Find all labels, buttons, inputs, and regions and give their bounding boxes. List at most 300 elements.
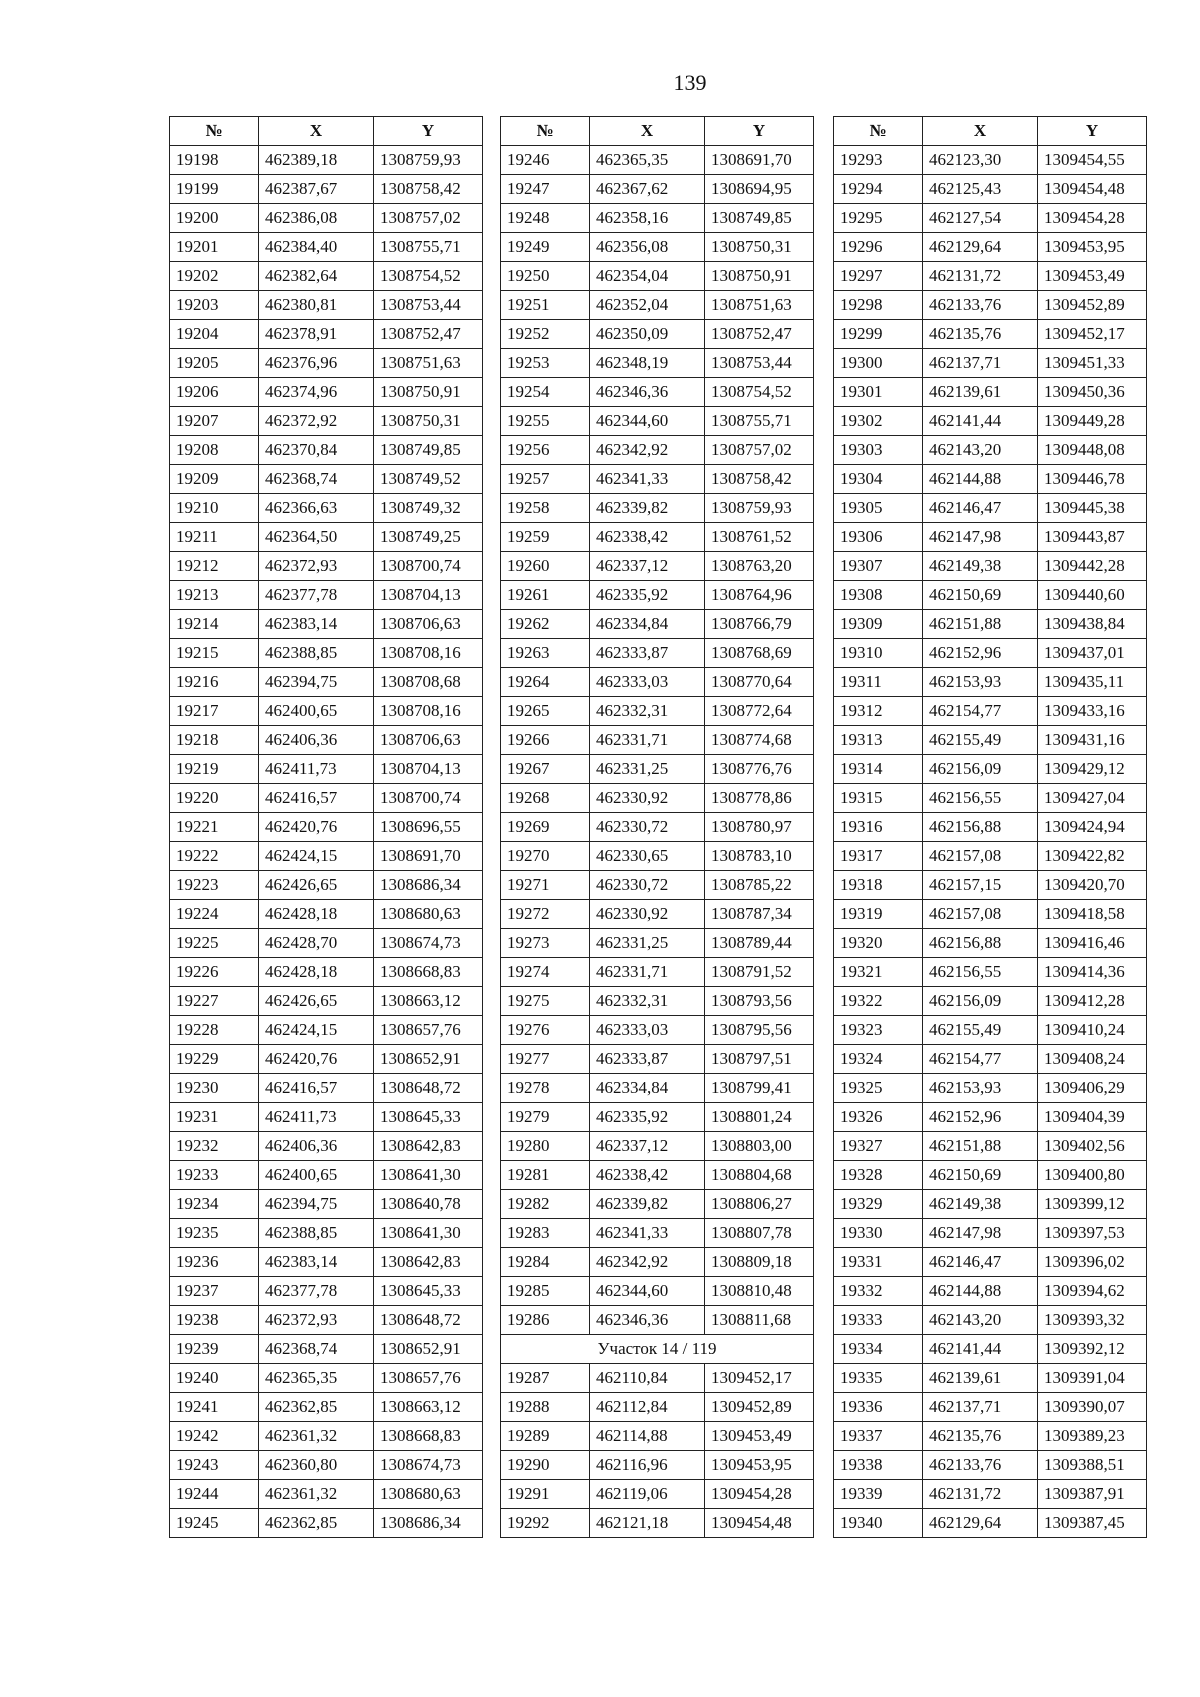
point-number-cell: 19248 xyxy=(501,204,590,233)
y-coordinate-cell: 1308640,78 xyxy=(374,1190,483,1219)
x-coordinate-cell: 462426,65 xyxy=(259,871,374,900)
x-coordinate-cell: 462154,77 xyxy=(923,1045,1038,1074)
table-row xyxy=(501,320,814,349)
table-row xyxy=(170,1045,483,1074)
point-number-cell: 19284 xyxy=(501,1248,590,1277)
point-number-cell: 19202 xyxy=(170,262,259,291)
table-row xyxy=(834,233,1147,262)
table-row xyxy=(170,1422,483,1451)
table-body xyxy=(501,146,814,1538)
x-coordinate-cell: 462358,16 xyxy=(590,204,705,233)
y-coordinate-cell: 1308791,52 xyxy=(705,958,814,987)
x-coordinate-cell: 462411,73 xyxy=(259,755,374,784)
y-coordinate-cell: 1308758,42 xyxy=(705,465,814,494)
y-coordinate-cell: 1309412,28 xyxy=(1038,987,1147,1016)
point-number-cell: 19237 xyxy=(170,1277,259,1306)
table-row xyxy=(170,1277,483,1306)
y-coordinate-cell: 1308645,33 xyxy=(374,1103,483,1132)
table-row xyxy=(170,726,483,755)
table-row xyxy=(501,407,814,436)
coordinates-table-2 xyxy=(500,116,814,1538)
y-coordinate-cell: 1308787,34 xyxy=(705,900,814,929)
y-coordinate-cell: 1308754,52 xyxy=(374,262,483,291)
point-number-cell: 19323 xyxy=(834,1016,923,1045)
point-number-cell: 19236 xyxy=(170,1248,259,1277)
x-coordinate-cell: 462339,82 xyxy=(590,494,705,523)
y-coordinate-cell: 1308785,22 xyxy=(705,871,814,900)
table-row xyxy=(170,146,483,175)
point-number-cell: 19290 xyxy=(501,1451,590,1480)
table-row xyxy=(501,552,814,581)
y-coordinate-cell: 1308770,64 xyxy=(705,668,814,697)
table-row xyxy=(170,668,483,697)
table-row xyxy=(834,378,1147,407)
y-coordinate-cell: 1309418,58 xyxy=(1038,900,1147,929)
point-number-cell: 19285 xyxy=(501,1277,590,1306)
y-coordinate-cell: 1308750,91 xyxy=(705,262,814,291)
table-row xyxy=(501,1422,814,1451)
y-coordinate-cell: 1308706,63 xyxy=(374,726,483,755)
y-coordinate-cell: 1309414,36 xyxy=(1038,958,1147,987)
x-coordinate-cell: 462394,75 xyxy=(259,1190,374,1219)
table-row xyxy=(170,1103,483,1132)
y-coordinate-cell: 1309433,16 xyxy=(1038,697,1147,726)
x-coordinate-cell: 462153,93 xyxy=(923,668,1038,697)
x-coordinate-cell: 462356,08 xyxy=(590,233,705,262)
y-coordinate-cell: 1308804,68 xyxy=(705,1161,814,1190)
table-row xyxy=(834,813,1147,842)
y-coordinate-cell: 1309391,04 xyxy=(1038,1364,1147,1393)
point-number-cell: 19267 xyxy=(501,755,590,784)
point-number-cell: 19325 xyxy=(834,1074,923,1103)
point-number-cell: 19333 xyxy=(834,1306,923,1335)
point-number-cell: 19312 xyxy=(834,697,923,726)
table-row xyxy=(501,1306,814,1335)
table-row xyxy=(501,958,814,987)
table-row xyxy=(834,1335,1147,1364)
table-row xyxy=(170,1509,483,1538)
column-header-x: X xyxy=(923,117,1038,146)
x-coordinate-cell: 462139,61 xyxy=(923,1364,1038,1393)
y-coordinate-cell: 1309410,24 xyxy=(1038,1016,1147,1045)
table-row xyxy=(170,639,483,668)
y-coordinate-cell: 1309453,95 xyxy=(705,1451,814,1480)
y-coordinate-cell: 1309396,02 xyxy=(1038,1248,1147,1277)
x-coordinate-cell: 462146,47 xyxy=(923,1248,1038,1277)
table-row xyxy=(834,697,1147,726)
x-coordinate-cell: 462112,84 xyxy=(590,1393,705,1422)
point-number-cell: 19254 xyxy=(501,378,590,407)
table-row xyxy=(501,146,814,175)
table-row xyxy=(834,1451,1147,1480)
y-coordinate-cell: 1308799,41 xyxy=(705,1074,814,1103)
page-number: 139 xyxy=(673,70,707,95)
point-number-cell: 19221 xyxy=(170,813,259,842)
x-coordinate-cell: 462137,71 xyxy=(923,349,1038,378)
x-coordinate-cell: 462154,77 xyxy=(923,697,1038,726)
table-row xyxy=(834,1190,1147,1219)
table-row xyxy=(170,1306,483,1335)
y-coordinate-cell: 1308801,24 xyxy=(705,1103,814,1132)
x-coordinate-cell: 462350,09 xyxy=(590,320,705,349)
point-number-cell: 19273 xyxy=(501,929,590,958)
point-number-cell: 19250 xyxy=(501,262,590,291)
x-coordinate-cell: 462331,25 xyxy=(590,755,705,784)
y-coordinate-cell: 1308706,63 xyxy=(374,610,483,639)
y-coordinate-cell: 1308696,55 xyxy=(374,813,483,842)
y-coordinate-cell: 1308691,70 xyxy=(705,146,814,175)
point-number-cell: 19337 xyxy=(834,1422,923,1451)
table-row xyxy=(170,1161,483,1190)
point-number-cell: 19246 xyxy=(501,146,590,175)
y-coordinate-cell: 1308766,79 xyxy=(705,610,814,639)
table-row xyxy=(834,900,1147,929)
table-row xyxy=(170,1364,483,1393)
x-coordinate-cell: 462114,88 xyxy=(590,1422,705,1451)
point-number-cell: 19228 xyxy=(170,1016,259,1045)
x-coordinate-cell: 462420,76 xyxy=(259,813,374,842)
point-number-cell: 19271 xyxy=(501,871,590,900)
x-coordinate-cell: 462416,57 xyxy=(259,1074,374,1103)
table-row xyxy=(834,175,1147,204)
x-coordinate-cell: 462394,75 xyxy=(259,668,374,697)
table-row xyxy=(170,407,483,436)
x-coordinate-cell: 462156,88 xyxy=(923,929,1038,958)
table-row xyxy=(501,1016,814,1045)
y-coordinate-cell: 1308708,16 xyxy=(374,639,483,668)
y-coordinate-cell: 1308753,44 xyxy=(705,349,814,378)
y-coordinate-cell: 1309420,70 xyxy=(1038,871,1147,900)
point-number-cell: 19231 xyxy=(170,1103,259,1132)
x-coordinate-cell: 462152,96 xyxy=(923,1103,1038,1132)
x-coordinate-cell: 462135,76 xyxy=(923,1422,1038,1451)
section-row xyxy=(501,1335,814,1364)
point-number-cell: 19288 xyxy=(501,1393,590,1422)
x-coordinate-cell: 462424,15 xyxy=(259,1016,374,1045)
point-number-cell: 19304 xyxy=(834,465,923,494)
point-number-cell: 19339 xyxy=(834,1480,923,1509)
point-number-cell: 19295 xyxy=(834,204,923,233)
y-coordinate-cell: 1308680,63 xyxy=(374,900,483,929)
table-row xyxy=(501,813,814,842)
x-coordinate-cell: 462147,98 xyxy=(923,523,1038,552)
table-row xyxy=(170,1074,483,1103)
table-row xyxy=(170,755,483,784)
y-coordinate-cell: 1308700,74 xyxy=(374,784,483,813)
table-row xyxy=(834,146,1147,175)
point-number-cell: 19224 xyxy=(170,900,259,929)
x-coordinate-cell: 462131,72 xyxy=(923,262,1038,291)
y-coordinate-cell: 1308797,51 xyxy=(705,1045,814,1074)
table-row xyxy=(501,523,814,552)
point-number-cell: 19317 xyxy=(834,842,923,871)
x-coordinate-cell: 462333,87 xyxy=(590,639,705,668)
point-number-cell: 19260 xyxy=(501,552,590,581)
point-number-cell: 19307 xyxy=(834,552,923,581)
x-coordinate-cell: 462127,54 xyxy=(923,204,1038,233)
table-row xyxy=(170,581,483,610)
x-coordinate-cell: 462143,20 xyxy=(923,436,1038,465)
y-coordinate-cell: 1308783,10 xyxy=(705,842,814,871)
y-coordinate-cell: 1308648,72 xyxy=(374,1306,483,1335)
table-row xyxy=(834,407,1147,436)
table-row xyxy=(170,378,483,407)
x-coordinate-cell: 462428,70 xyxy=(259,929,374,958)
table-row xyxy=(834,349,1147,378)
point-number-cell: 19289 xyxy=(501,1422,590,1451)
point-number-cell: 19265 xyxy=(501,697,590,726)
y-coordinate-cell: 1308751,63 xyxy=(374,349,483,378)
column-header-y: Y xyxy=(705,117,814,146)
y-coordinate-cell: 1308793,56 xyxy=(705,987,814,1016)
x-coordinate-cell: 462119,06 xyxy=(590,1480,705,1509)
point-number-cell: 19200 xyxy=(170,204,259,233)
x-coordinate-cell: 462372,92 xyxy=(259,407,374,436)
y-coordinate-cell: 1309454,28 xyxy=(1038,204,1147,233)
table-row xyxy=(170,494,483,523)
x-coordinate-cell: 462361,32 xyxy=(259,1422,374,1451)
point-number-cell: 19214 xyxy=(170,610,259,639)
point-number-cell: 19280 xyxy=(501,1132,590,1161)
table-row xyxy=(170,900,483,929)
point-number-cell: 19229 xyxy=(170,1045,259,1074)
y-coordinate-cell: 1308663,12 xyxy=(374,987,483,1016)
table-row xyxy=(501,378,814,407)
x-coordinate-cell: 462330,72 xyxy=(590,813,705,842)
y-coordinate-cell: 1309431,16 xyxy=(1038,726,1147,755)
x-coordinate-cell: 462133,76 xyxy=(923,291,1038,320)
point-number-cell: 19322 xyxy=(834,987,923,1016)
point-number-cell: 19245 xyxy=(170,1509,259,1538)
x-coordinate-cell: 462156,55 xyxy=(923,958,1038,987)
x-coordinate-cell: 462135,76 xyxy=(923,320,1038,349)
point-number-cell: 19218 xyxy=(170,726,259,755)
x-coordinate-cell: 462368,74 xyxy=(259,465,374,494)
x-coordinate-cell: 462157,08 xyxy=(923,900,1038,929)
table-row xyxy=(170,204,483,233)
y-coordinate-cell: 1309399,12 xyxy=(1038,1190,1147,1219)
x-coordinate-cell: 462341,33 xyxy=(590,465,705,494)
y-coordinate-cell: 1308757,02 xyxy=(705,436,814,465)
point-number-cell: 19306 xyxy=(834,523,923,552)
point-number-cell: 19321 xyxy=(834,958,923,987)
table-row xyxy=(834,204,1147,233)
y-coordinate-cell: 1308811,68 xyxy=(705,1306,814,1335)
point-number-cell: 19335 xyxy=(834,1364,923,1393)
table-row xyxy=(501,871,814,900)
point-number-cell: 19256 xyxy=(501,436,590,465)
table-row xyxy=(501,610,814,639)
table-row xyxy=(501,1451,814,1480)
table-row xyxy=(170,1219,483,1248)
y-coordinate-cell: 1308645,33 xyxy=(374,1277,483,1306)
coordinates-table-3 xyxy=(833,116,1147,1538)
column-header-x: X xyxy=(590,117,705,146)
point-number-cell: 19219 xyxy=(170,755,259,784)
table-row xyxy=(501,842,814,871)
x-coordinate-cell: 462156,88 xyxy=(923,813,1038,842)
y-coordinate-cell: 1308641,30 xyxy=(374,1161,483,1190)
y-coordinate-cell: 1308810,48 xyxy=(705,1277,814,1306)
y-coordinate-cell: 1308686,34 xyxy=(374,1509,483,1538)
x-coordinate-cell: 462330,92 xyxy=(590,784,705,813)
y-coordinate-cell: 1309392,12 xyxy=(1038,1335,1147,1364)
y-coordinate-cell: 1309390,07 xyxy=(1038,1393,1147,1422)
y-coordinate-cell: 1308657,76 xyxy=(374,1364,483,1393)
x-coordinate-cell: 462339,82 xyxy=(590,1190,705,1219)
y-coordinate-cell: 1308750,91 xyxy=(374,378,483,407)
point-number-cell: 19234 xyxy=(170,1190,259,1219)
x-coordinate-cell: 462364,50 xyxy=(259,523,374,552)
x-coordinate-cell: 462388,85 xyxy=(259,639,374,668)
point-number-cell: 19272 xyxy=(501,900,590,929)
table-body xyxy=(834,146,1147,1538)
point-number-cell: 19338 xyxy=(834,1451,923,1480)
point-number-cell: 19328 xyxy=(834,1161,923,1190)
y-coordinate-cell: 1308780,97 xyxy=(705,813,814,842)
table-row xyxy=(501,581,814,610)
y-coordinate-cell: 1309406,29 xyxy=(1038,1074,1147,1103)
x-coordinate-cell: 462144,88 xyxy=(923,465,1038,494)
y-coordinate-cell: 1308680,63 xyxy=(374,1480,483,1509)
table-row xyxy=(834,262,1147,291)
table-row xyxy=(170,291,483,320)
x-coordinate-cell: 462400,65 xyxy=(259,697,374,726)
point-number-cell: 19263 xyxy=(501,639,590,668)
y-coordinate-cell: 1309452,89 xyxy=(1038,291,1147,320)
point-number-cell: 19209 xyxy=(170,465,259,494)
point-number-cell: 19266 xyxy=(501,726,590,755)
x-coordinate-cell: 462144,88 xyxy=(923,1277,1038,1306)
table-row xyxy=(834,1016,1147,1045)
y-coordinate-cell: 1308749,85 xyxy=(705,204,814,233)
y-coordinate-cell: 1308700,74 xyxy=(374,552,483,581)
table-row xyxy=(834,320,1147,349)
y-coordinate-cell: 1309400,80 xyxy=(1038,1161,1147,1190)
point-number-cell: 19206 xyxy=(170,378,259,407)
table-row xyxy=(501,262,814,291)
table-row xyxy=(834,668,1147,697)
column-header-number: № xyxy=(170,117,259,146)
point-number-cell: 19213 xyxy=(170,581,259,610)
table-row xyxy=(834,755,1147,784)
table-row xyxy=(834,958,1147,987)
y-coordinate-cell: 1309452,89 xyxy=(705,1393,814,1422)
x-coordinate-cell: 462362,85 xyxy=(259,1393,374,1422)
y-coordinate-cell: 1309452,17 xyxy=(705,1364,814,1393)
x-coordinate-cell: 462380,81 xyxy=(259,291,374,320)
x-coordinate-cell: 462428,18 xyxy=(259,900,374,929)
x-coordinate-cell: 462123,30 xyxy=(923,146,1038,175)
table-row xyxy=(170,233,483,262)
x-coordinate-cell: 462337,12 xyxy=(590,1132,705,1161)
y-coordinate-cell: 1309388,51 xyxy=(1038,1451,1147,1480)
column-header-number: № xyxy=(834,117,923,146)
point-number-cell: 19270 xyxy=(501,842,590,871)
table-row xyxy=(501,349,814,378)
y-coordinate-cell: 1309445,38 xyxy=(1038,494,1147,523)
point-number-cell: 19233 xyxy=(170,1161,259,1190)
x-coordinate-cell: 462332,31 xyxy=(590,697,705,726)
y-coordinate-cell: 1309435,11 xyxy=(1038,668,1147,697)
x-coordinate-cell: 462332,31 xyxy=(590,987,705,1016)
table-row xyxy=(834,581,1147,610)
point-number-cell: 19258 xyxy=(501,494,590,523)
point-number-cell: 19252 xyxy=(501,320,590,349)
table-body xyxy=(170,146,483,1538)
x-coordinate-cell: 462149,38 xyxy=(923,1190,1038,1219)
point-number-cell: 19326 xyxy=(834,1103,923,1132)
table-header-row xyxy=(170,117,483,146)
table-row xyxy=(501,1364,814,1393)
table-row xyxy=(834,291,1147,320)
y-coordinate-cell: 1309427,04 xyxy=(1038,784,1147,813)
y-coordinate-cell: 1309446,78 xyxy=(1038,465,1147,494)
point-number-cell: 19235 xyxy=(170,1219,259,1248)
x-coordinate-cell: 462151,88 xyxy=(923,1132,1038,1161)
y-coordinate-cell: 1308668,83 xyxy=(374,958,483,987)
table-row xyxy=(501,668,814,697)
table-row xyxy=(834,1393,1147,1422)
point-number-cell: 19269 xyxy=(501,813,590,842)
point-number-cell: 19318 xyxy=(834,871,923,900)
point-number-cell: 19208 xyxy=(170,436,259,465)
x-coordinate-cell: 462330,92 xyxy=(590,900,705,929)
y-coordinate-cell: 1308749,32 xyxy=(374,494,483,523)
y-coordinate-cell: 1309452,17 xyxy=(1038,320,1147,349)
table-row xyxy=(501,436,814,465)
table-row xyxy=(834,1045,1147,1074)
point-number-cell: 19311 xyxy=(834,668,923,697)
table-row xyxy=(170,320,483,349)
point-number-cell: 19327 xyxy=(834,1132,923,1161)
point-number-cell: 19241 xyxy=(170,1393,259,1422)
y-coordinate-cell: 1308751,63 xyxy=(705,291,814,320)
table-row xyxy=(501,639,814,668)
table-row xyxy=(501,233,814,262)
table-row xyxy=(170,697,483,726)
y-coordinate-cell: 1308772,64 xyxy=(705,697,814,726)
point-number-cell: 19223 xyxy=(170,871,259,900)
table-header-row xyxy=(501,117,814,146)
y-coordinate-cell: 1309408,24 xyxy=(1038,1045,1147,1074)
x-coordinate-cell: 462387,67 xyxy=(259,175,374,204)
x-coordinate-cell: 462374,96 xyxy=(259,378,374,407)
x-coordinate-cell: 462377,78 xyxy=(259,1277,374,1306)
x-coordinate-cell: 462331,71 xyxy=(590,958,705,987)
y-coordinate-cell: 1308686,34 xyxy=(374,871,483,900)
x-coordinate-cell: 462137,71 xyxy=(923,1393,1038,1422)
table-row xyxy=(501,494,814,523)
point-number-cell: 19334 xyxy=(834,1335,923,1364)
x-coordinate-cell: 462116,96 xyxy=(590,1451,705,1480)
x-coordinate-cell: 462365,35 xyxy=(590,146,705,175)
x-coordinate-cell: 462157,08 xyxy=(923,842,1038,871)
point-number-cell: 19205 xyxy=(170,349,259,378)
table-row xyxy=(501,204,814,233)
x-coordinate-cell: 462338,42 xyxy=(590,523,705,552)
x-coordinate-cell: 462377,78 xyxy=(259,581,374,610)
x-coordinate-cell: 462362,85 xyxy=(259,1509,374,1538)
y-coordinate-cell: 1308755,71 xyxy=(374,233,483,262)
x-coordinate-cell: 462383,14 xyxy=(259,610,374,639)
table-row xyxy=(501,175,814,204)
x-coordinate-cell: 462110,84 xyxy=(590,1364,705,1393)
table-row xyxy=(834,1509,1147,1538)
y-coordinate-cell: 1308708,68 xyxy=(374,668,483,697)
point-number-cell: 19222 xyxy=(170,842,259,871)
point-number-cell: 19308 xyxy=(834,581,923,610)
